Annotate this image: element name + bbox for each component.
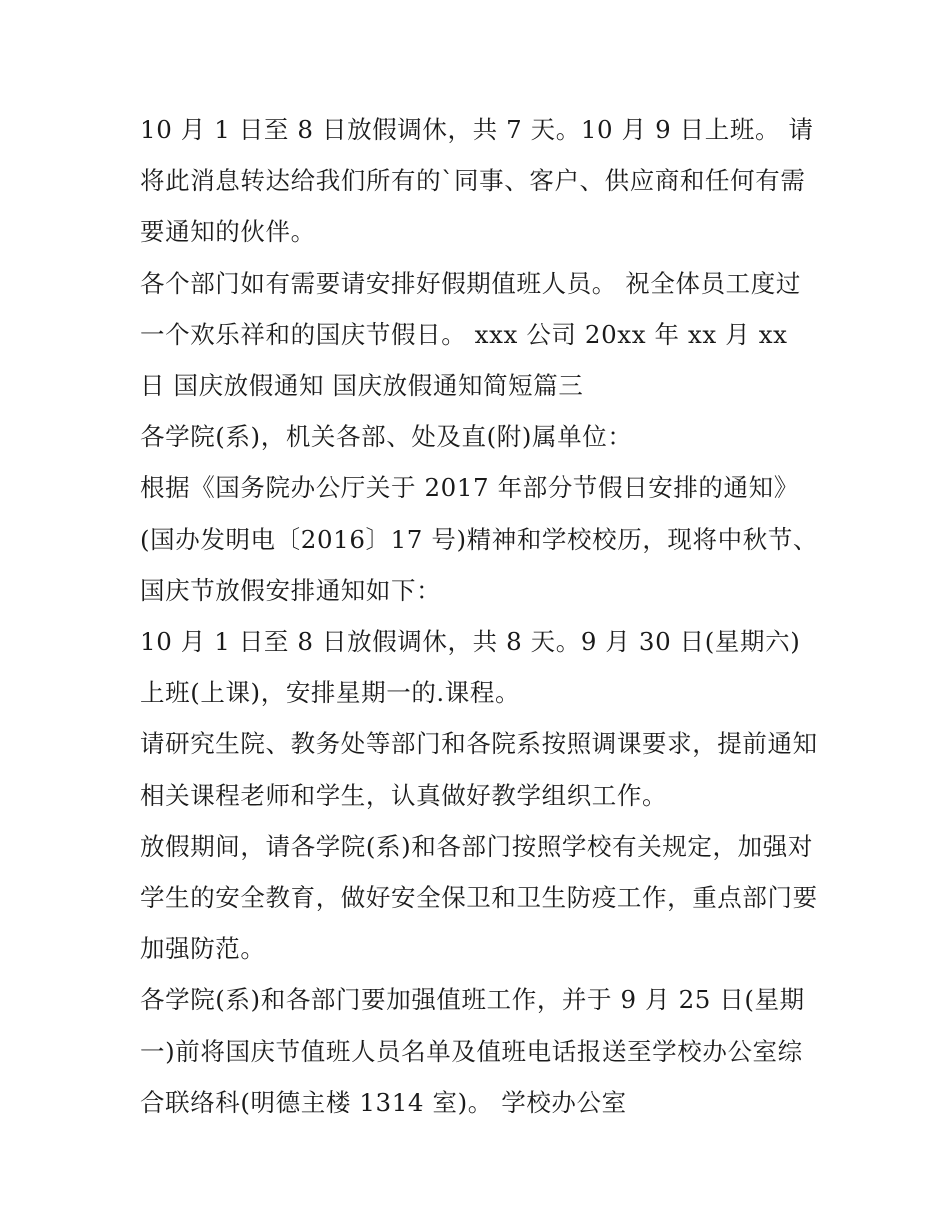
paragraph: 请研究生院、教务处等部门和各院系按照调课要求，提前通知相关课程老师和学生，认真做好教学组织工作。 <box>140 729 818 810</box>
paragraph: 放假期间，请各学院(系)和各部门按照学校有关规定，加强对学生的安全教育，做好安全保卫和卫生防疫工作，重点部门要加强防范。 <box>140 831 818 964</box>
paragraph: 10 月 1 日至 8 日放假调休，共 8 天。9 月 30 日(星期六)上班(上课)，安排星期一的.课程。 <box>140 627 801 708</box>
paragraph: 10 月 1 日至 8 日放假调休，共 7 天。10 月 9 日上班。 请将此消息转达给我们所有的`同事、客户、供应商和任何有需要通知的伙伴。 <box>140 115 814 247</box>
paragraph: 各个部门如有需要请安排好假期值班人员。 祝全体员工度过一个欢乐祥和的国庆节假日。 xxx 公司 20xx 年 xx 月 xx 日 国庆放假通知 国庆放假通知简短篇三 <box>140 268 801 401</box>
paragraph: 根据《国务院办公厅关于 2017 年部分节假日安排的通知》(国办发明电〔2016〕17 号)精神和学校校历，现将中秋节、国庆节放假安排通知如下： <box>140 473 819 605</box>
document-body <box>140 104 820 1128</box>
paragraph: 各学院(系)，机关各部、处及直(附)属单位： <box>140 422 633 452</box>
paragraph: 各学院(系)和各部门要加强值班工作，并于 9 月 25 日(星期一)前将国庆节值班人员名单及值班电话报送至学校办公室综合联络科(明德主楼 1314 室)。 学校办公室 <box>140 985 805 1117</box>
